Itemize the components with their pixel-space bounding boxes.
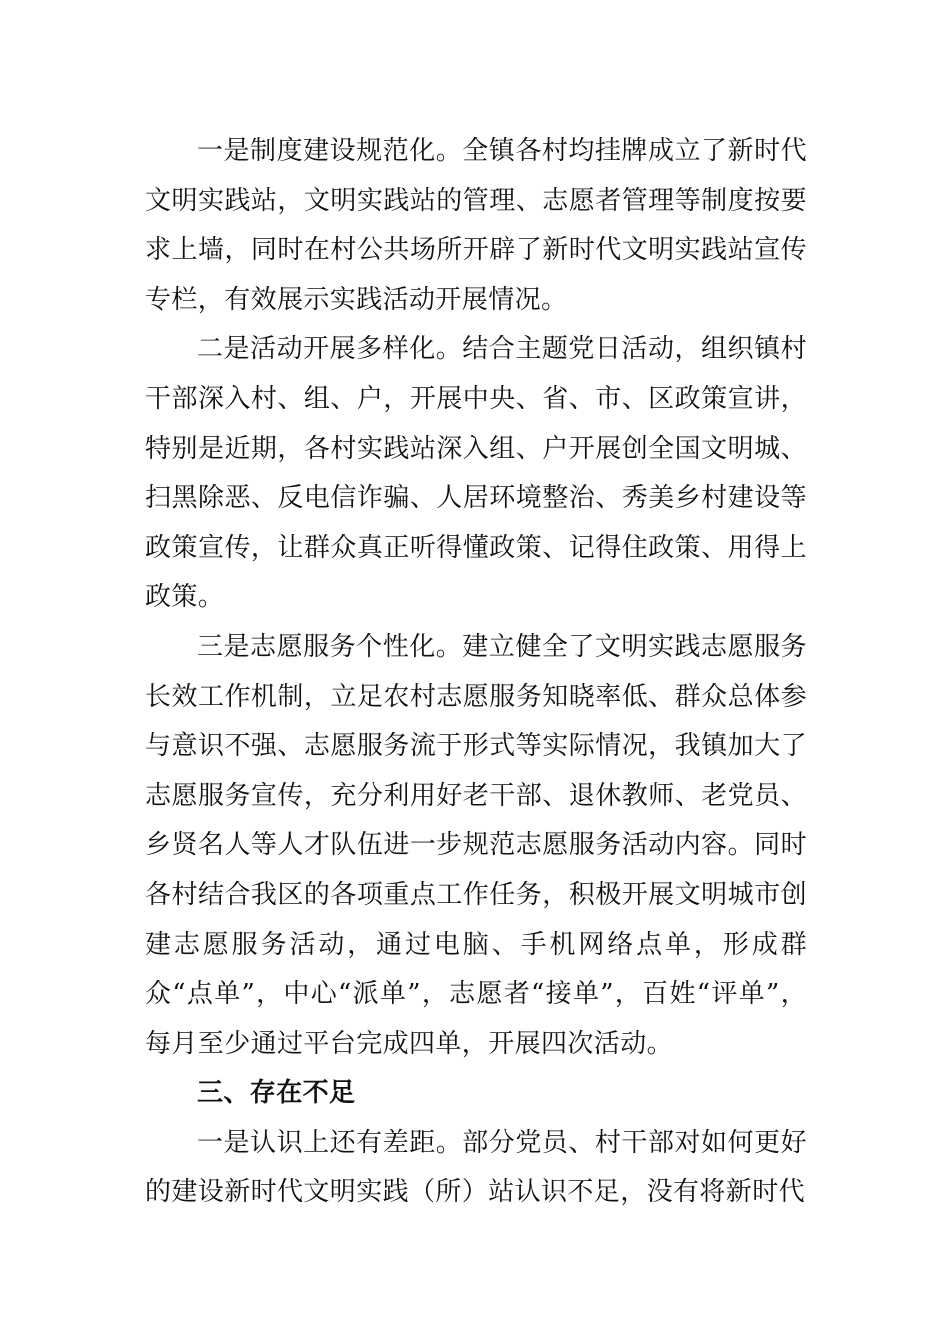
section-heading-shortcomings: 三、存在不足 [197,1078,356,1109]
paragraph-awareness-gap: 一是认识上还有差距。部分党员、村干部对如何更好的建设新时代文明实践（所）站认识不足，没有将新时代 [145,1127,807,1208]
paragraph-volunteer-service: 三是志愿服务个性化。建立健全了文明实践志愿服务长效工作机制，立足农村志愿服务知晓率低、群众总体参与意识不强、志愿服务流于形式等实际情况，我镇加大了志愿服务宣传，充分利用好老干部、退休教师、老党员、乡贤名人等人才队伍进一步规范志愿服务活动内容。同时各村结合我区的各项重点工作任务，积极开展文明城市创建志愿服务活动，通过电脑、手机网络点单，形成群众“点单”，中心“派单”，志愿者“接单”，百姓“评单”，每月至少通过平台完成四单，开展四次活动。 [145,631,807,1059]
paragraph-activity-diversity: 二是活动开展多样化。结合主题党日活动，组织镇村干部深入村、组、户，开展中央、省、市、区政策宣讲，特别是近期，各村实践站深入组、户开展创全国文明城、扫黑除恶、反电信诈骗、人居环境整治、秀美乡村建设等政策宣传，让群众真正听得懂政策、记得住政策、用得上政策。 [145,334,807,613]
document-body [145,127,807,1218]
paragraph-institution-building: 一是制度建设规范化。全镇各村均挂牌成立了新时代文明实践站，文明实践站的管理、志愿者管理等制度按要求上墙，同时在村公共场所开辟了新时代文明实践站宣传专栏，有效展示实践活动开展情况。 [145,136,807,315]
